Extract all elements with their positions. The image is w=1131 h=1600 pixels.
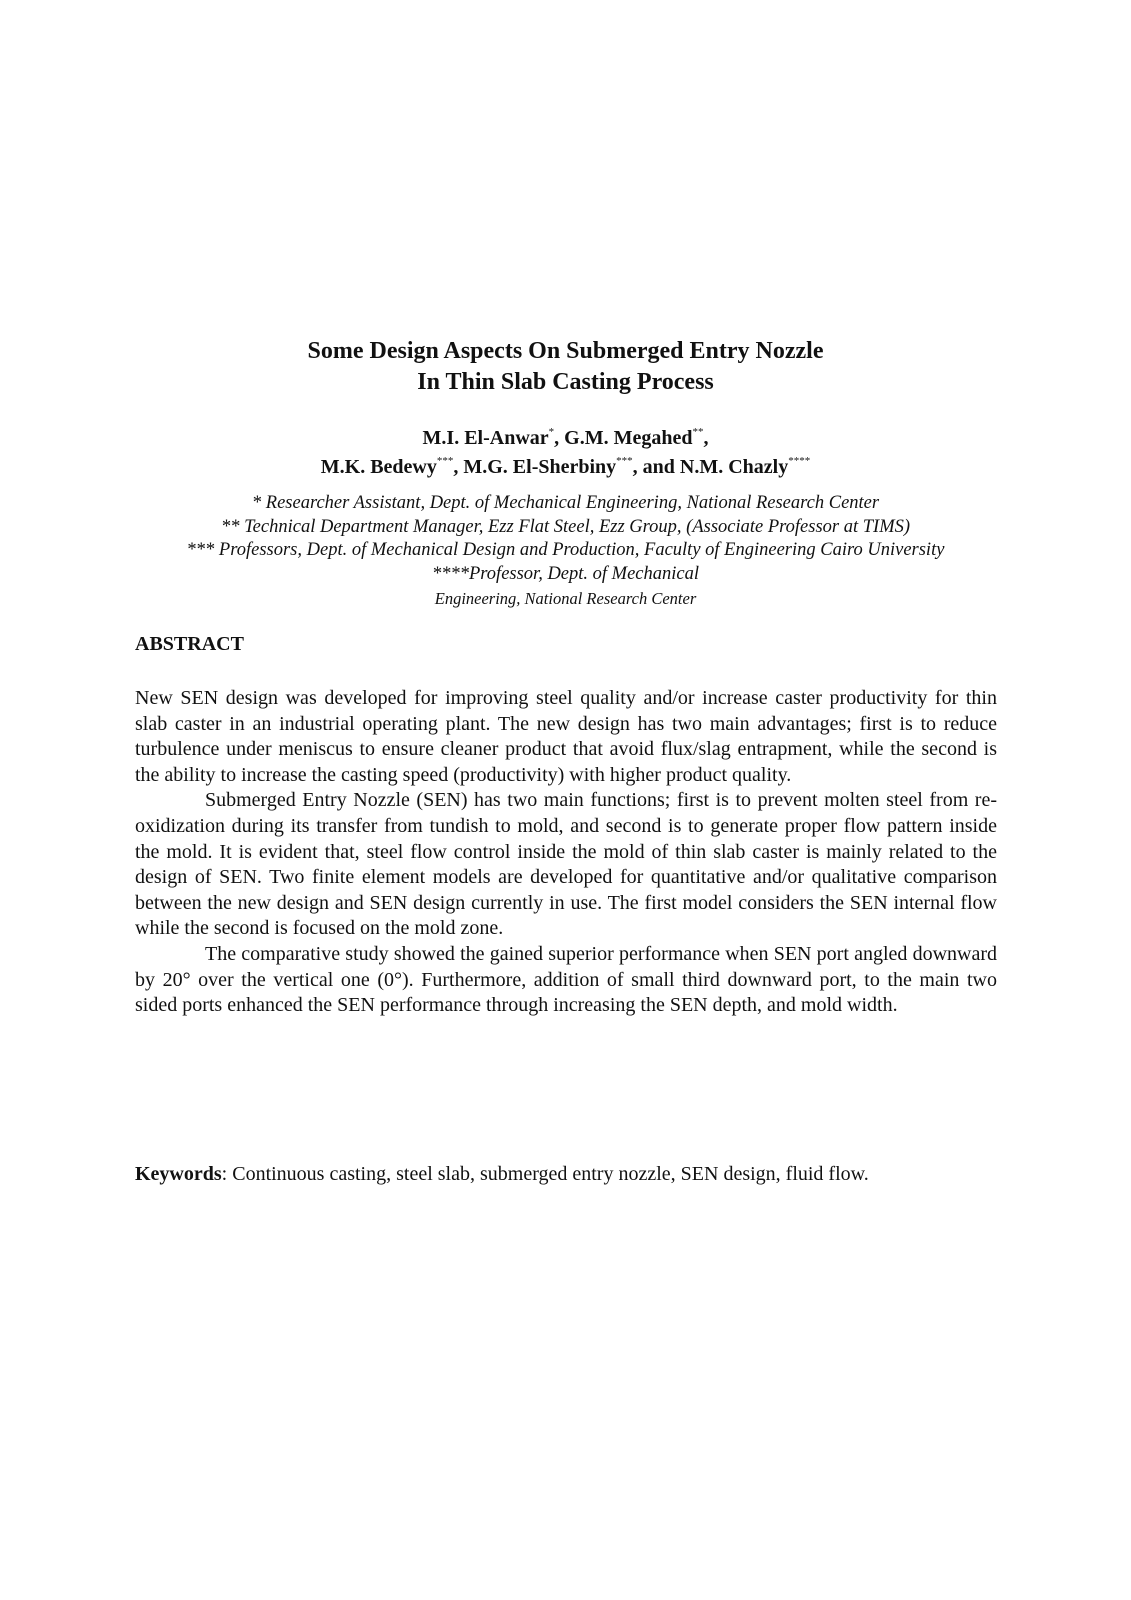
author-separator: , (554, 427, 565, 449)
affiliation-mark: * (548, 426, 555, 438)
author-and: , and (632, 456, 680, 478)
author-name: G.M. Megahed (564, 427, 693, 449)
paper-title (0, 336, 1131, 398)
affiliation-line: *** Professors, Dept. of Mechanical Design and Production, Faculty of Engineering Cairo University (186, 540, 945, 561)
affiliation-line (0, 563, 1131, 610)
affiliation-mark: *** (616, 455, 633, 467)
title-line-1: Some Design Aspects On Submerged Entry Nozzle (307, 338, 824, 364)
abstract-paragraph: New SEN design was developed for improving steel quality and/or increase caster productivity for thin slab caster in an industrial operating plant. The new design has two main advantages; first is to reduce turbulence under meniscus to ensure cleaner product that avoid flux/slag entrapment, while the second is the ability to increase the casting speed (productivity) with higher product quality. (135, 687, 997, 786)
keywords-text: : Continuous casting, steel slab, submerged entry nozzle, SEN design, fluid flow. (221, 1163, 869, 1185)
abstract-paragraph: The comparative study showed the gained superior performance when SEN port angled downward by 20° over the vertical one (0°). Furthermore, addition of small third downward port, to the main two sided ports enhanced the SEN performance through increasing the SEN depth, and mold width. (135, 942, 997, 1017)
author-name: M.I. El-Anwar (422, 427, 549, 449)
abstract-paragraph: Submerged Entry Nozzle (SEN) has two main functions; first is to prevent molten steel from re-oxidization during its transfer from tundish to mold, and second is to generate proper flow pattern inside the mold. It is evident that, steel flow control inside the mold of thin slab caster is mainly related to the design of SEN. Two finite element models are developed for quantitative and/or qualitative comparison between the new design and SEN design currently in use. The first model considers the SEN internal flow while the second is focused on the mold zone. (135, 789, 997, 940)
author-list (0, 424, 1131, 482)
affiliation-part: ****Professor, Dept. of Mechanical (431, 564, 699, 585)
keywords-label: Keywords (135, 1163, 222, 1185)
title-line-2: In Thin Slab Casting Process (417, 369, 714, 395)
affiliation-mark: ** (692, 426, 704, 438)
abstract-body (135, 686, 997, 1019)
affiliation-line: ** Technical Department Manager, Ezz Flat Steel, Ezz Group, (Associate Professor at TIMS) (220, 516, 911, 537)
affiliation-part-small: Engineering, National Research Center (434, 588, 697, 608)
author-name: M.G. El-Sherbiny (463, 456, 617, 478)
affiliation-mark: **** (788, 455, 811, 467)
affiliation-line: * Researcher Assistant, Dept. of Mechanical Engineering, National Research Center (251, 493, 880, 513)
author-name: N.M. Chazly (679, 456, 789, 478)
abstract-heading: ABSTRACT (135, 633, 244, 655)
author-line-2 (0, 453, 1131, 482)
author-line-1: M.I. El-Anwar*, G.M. Megahed**, (422, 426, 709, 449)
keywords-line (135, 1161, 1015, 1187)
author-separator: , (453, 456, 464, 478)
affiliation-mark: *** (436, 455, 454, 467)
author-name: M.K. Bedewy (320, 456, 437, 478)
affiliation-list (0, 492, 1131, 611)
